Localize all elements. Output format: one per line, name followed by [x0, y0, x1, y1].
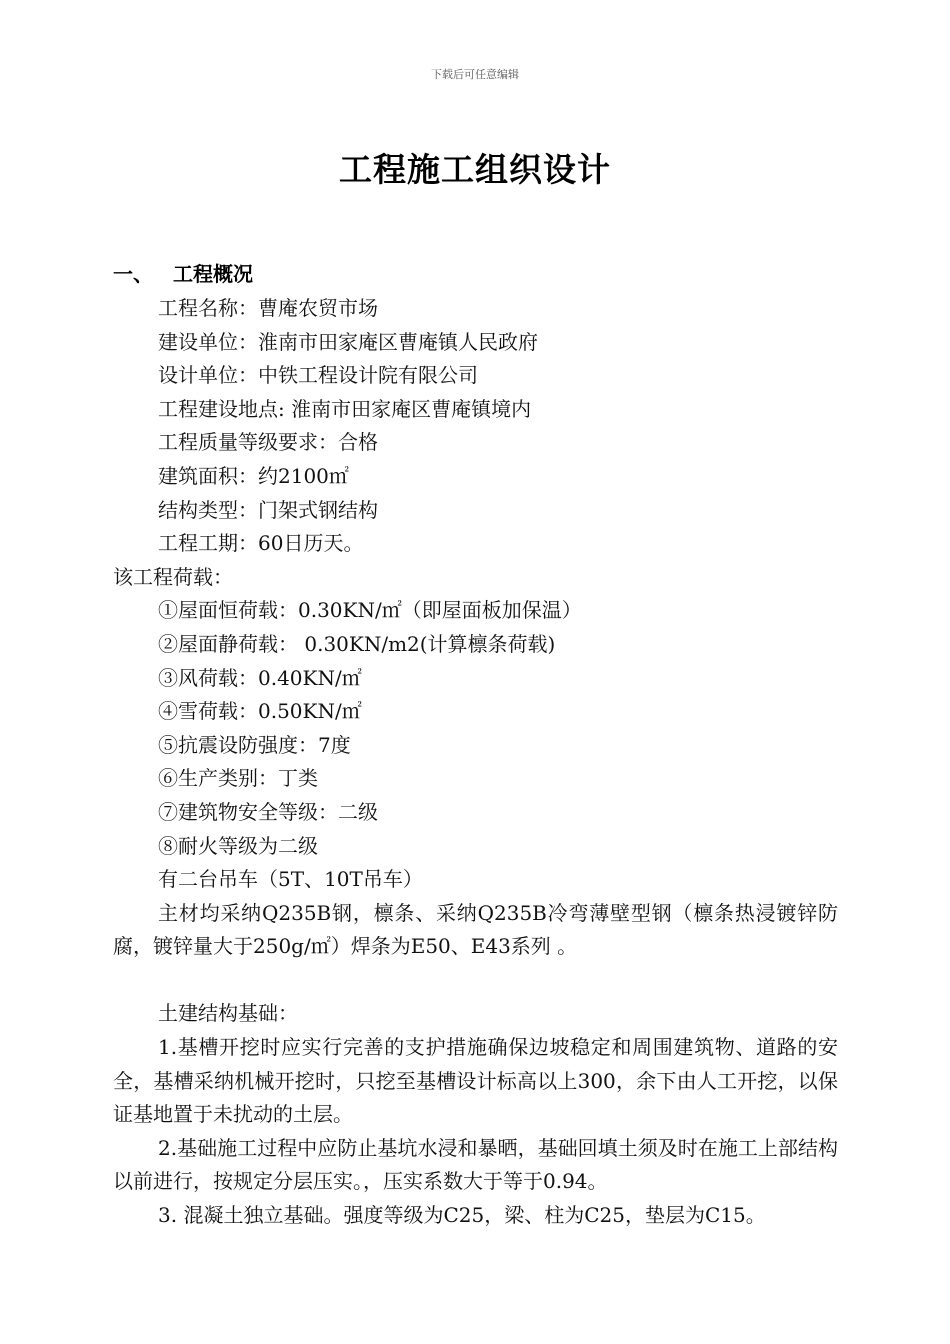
section-heading — [113, 258, 253, 287]
section-title: 工程概况 — [173, 262, 253, 286]
document-body — [113, 292, 838, 1233]
load-item: ③风荷载：0.40KN/㎡ — [158, 665, 362, 690]
client-line: 建设单位：淮南市田家庵区曹庵镇人民政府 — [158, 329, 538, 354]
foundation-item: 1.基槽开挖时应实行完善的支护措施确保边坡稳定和周围建筑物、道路的安全，基槽采纳机械开挖时，只挖至基槽设计标高以上300，余下由人工开挖，以保证基地置于未扰动的土层。 — [113, 1035, 838, 1127]
load-item: ①屋面恒荷载：0.30KN/㎡（即屋面板加保温） — [158, 598, 582, 623]
foundation-item: 3. 混凝土独立基础。强度等级为C25，梁、柱为C25，垫层为C15。 — [158, 1203, 766, 1228]
load-item: ⑦建筑物安全等级：二级 — [158, 799, 378, 824]
structure-type-line: 结构类型：门架式钢结构 — [158, 497, 378, 522]
foundation-item: 2.基础施工过程中应防止基坑水浸和暴晒，基础回填土须及时在施工上部结构以前进行，按规定分层压实。，压实系数大于等于0.94。 — [113, 1135, 838, 1194]
loads-label: 该工程荷载： — [113, 564, 233, 589]
load-item: ②屋面静荷载： 0.30KN/m2(计算檩条荷载) — [158, 631, 556, 656]
document-title: 工程施工组织设计 — [339, 150, 611, 189]
foundation-label: 土建结构基础： — [158, 1001, 298, 1026]
load-item: ④雪荷载：0.50KN/㎡ — [158, 699, 362, 724]
blank-line — [113, 964, 838, 998]
site-line: 工程建设地点: 淮南市田家庵区曹庵镇境内 — [158, 396, 532, 421]
duration-line: 工程工期：60日历天。 — [158, 531, 364, 556]
load-item: ⑧耐火等级为二级 — [158, 833, 318, 858]
area-line: 建筑面积：约2100㎡ — [158, 463, 349, 488]
materials-paragraph: 主材均采纳Q235B钢，檩条、采纳Q235B冷弯薄壁型钢（檩条热浸镀锌防腐，镀锌量大于250g/㎡）焊条为E50、E43系列 。 — [113, 900, 838, 959]
cranes-line: 有二台吊车（5T、10T吊车） — [158, 867, 423, 892]
quality-line: 工程质量等级要求：合格 — [158, 430, 378, 455]
section-number: 一、 — [113, 262, 153, 286]
load-item: ⑤抗震设防强度：7度 — [158, 732, 351, 757]
page-header-note: 下载后可任意编辑 — [431, 68, 519, 81]
project-name-line: 工程名称：曹庵农贸市场 — [158, 296, 378, 320]
load-item: ⑥生产类别：丁类 — [158, 766, 318, 791]
designer-line: 设计单位：中铁工程设计院有限公司 — [158, 363, 478, 388]
